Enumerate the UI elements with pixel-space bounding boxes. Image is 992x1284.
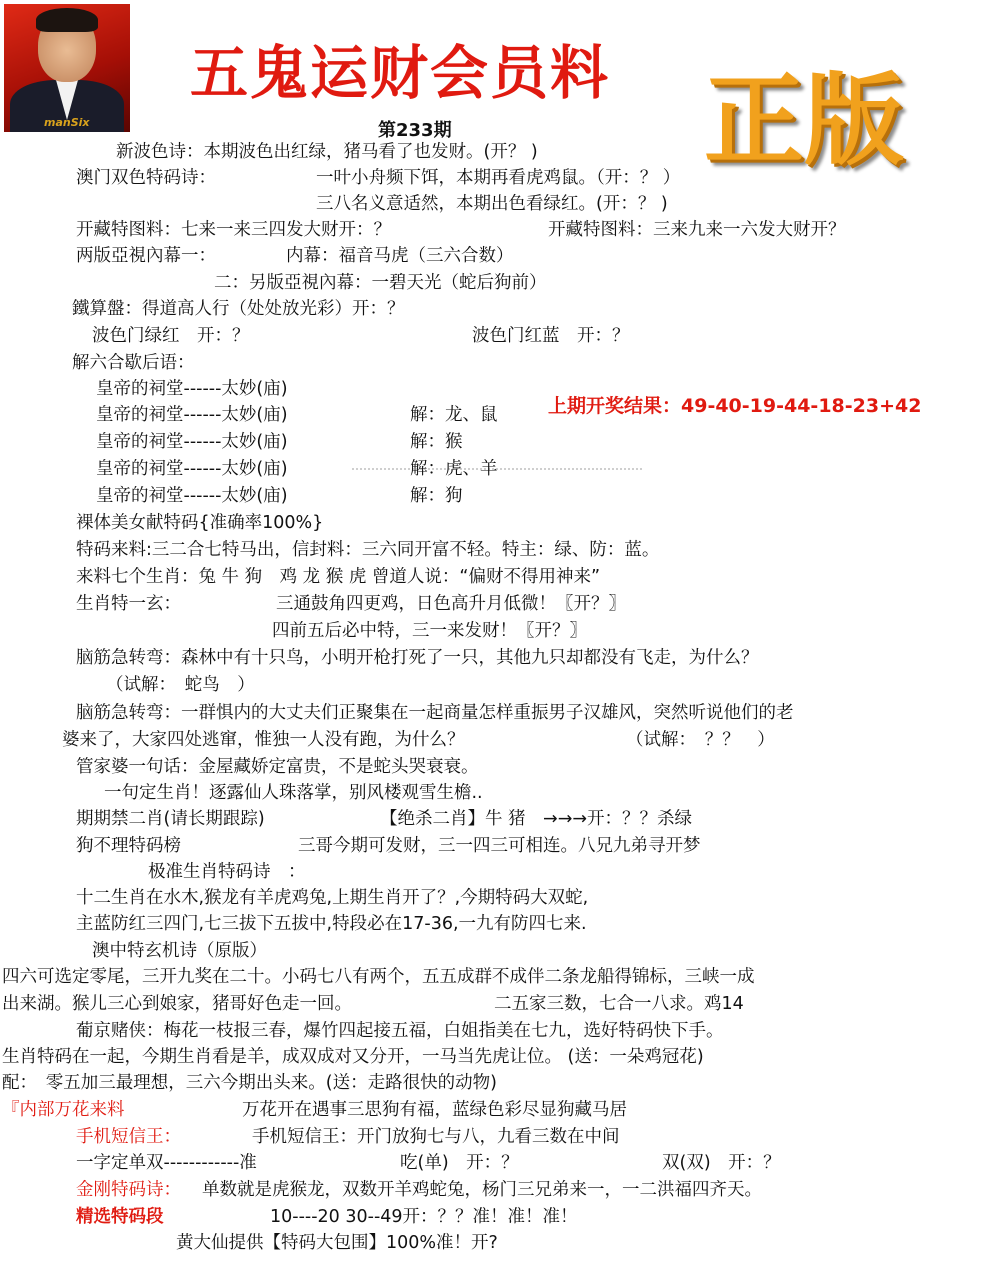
housekeeper-line: 管家婆一句话：金屋藏娇定富贵，不是蛇头哭衰衰。: [76, 757, 479, 777]
brain-teaser-2: 脑筋急转弯：一群惧内的大丈夫们正聚集在一起商量怎样重振男子汉雄风，突然听说他们的老: [76, 703, 794, 723]
mystic-poem-2: 出来湖。猴儿三心到娘家，猪哥好色走一回。: [2, 994, 352, 1014]
atv-insider-1: 内幕：福音马虎（三六合数）: [286, 246, 514, 266]
diamond-poem-detail: 单数就是虎猴龙，双数开羊鸡蛇兔，杨门三兄弟来一，一二洪福四齐天。: [202, 1180, 762, 1200]
brain-teaser-2-cont: 婆来了，大家四处逃窜，惟独一人没有跑，为什么？: [62, 730, 465, 750]
portrait-photo: [4, 4, 130, 132]
macau-poem-line2: 三八名义意适然，本期出色看绿红。(开：？ ): [316, 194, 668, 214]
riddle-line: 皇帝的祠堂------太妙(庙): [96, 486, 288, 506]
accurate-poem-heading: 极准生肖特码诗 ：: [148, 862, 306, 882]
issue-number: 第233期: [378, 120, 452, 141]
line-17: 来料七个生肖：兔 牛 狗 鸡 龙 猴 虎 曾道人说：“偏财不得用神来”: [76, 567, 601, 587]
page-title: 五鬼运财会员料: [190, 39, 611, 107]
macau-poem-line1: 一叶小舟频下饵，本期再看虎鸡鼠。（开：？ ）: [316, 168, 681, 188]
line-16: 特码来料:三二合七特马出，信封料：三六同开富不轻。特主：绿、防：蓝。: [76, 540, 660, 560]
goubuli-label: 狗不理特码榜: [76, 836, 181, 856]
line-15: 裸体美女献特码{准确率100%}: [76, 513, 324, 533]
riddle-heading: 解六合歇后语：: [72, 353, 195, 373]
riddle-line: 皇帝的祠堂------太妙(庙): [96, 379, 288, 399]
portrait-hair: [36, 8, 98, 32]
atv-insider-2: 二：另版亞視內幕：一碧天光（蛇后狗前）: [214, 273, 547, 293]
zodiac-mystery-2: 四前五后必中特，三一来发财！〖开？〗: [272, 621, 587, 641]
wong-tai-sin-line: 黄大仙提供【特码大包围】100%准！开?: [176, 1233, 498, 1253]
banned-two-detail: 【绝杀二肖】牛 猪 →→→开：？？杀绿: [380, 809, 693, 829]
macau-poem-label: 澳门双色特码诗：: [76, 168, 216, 188]
even-option: 双(双) 开：？: [662, 1153, 781, 1173]
last-result-label: 上期开奖结果：: [548, 395, 682, 417]
accurate-poem-1: 十二生肖在水木,猴龙有羊虎鸡兔,上期生肖开了？,今期特码大双蛇,: [76, 888, 589, 908]
mystic-poem-1: 四六可选定零尾，三开九奖在二十。小码七八有两个，五五成群不成伴二条龙船得锦标，三峡一成: [2, 967, 755, 987]
photo-watermark: manSix: [44, 116, 90, 129]
selected-range-detail: 10----20 30--49开：？？准！准！准！: [270, 1207, 578, 1227]
riddle-line: 皇帝的祠堂------太妙(庙): [96, 432, 288, 452]
brain-teaser-1: 脑筋急转弯：森林中有十只鸟，小明开枪打死了一只，其他九只却都没有飞走，为什么？: [76, 648, 759, 668]
iron-abacus: 鐵算盤：得道高人行（处处放光彩）开：？: [72, 299, 405, 319]
riddle-line: 皇帝的祠堂------太妙(庙): [96, 405, 288, 425]
wave-green-red: 波色门绿红 开：？: [92, 326, 250, 346]
atv-insider-label: 两版亞視內幕一：: [76, 246, 216, 266]
selected-range-label: 精选特码段: [76, 1207, 164, 1227]
inner-flowers-detail: 万花开在遇事三思狗有福，蓝绿色彩尽显狗藏马居: [242, 1100, 627, 1120]
diamond-poem-label: 金刚特码诗：: [76, 1180, 181, 1200]
banned-two-label: 期期禁二肖(请长期跟踪): [76, 809, 265, 829]
inner-flowers-label: 『内部万花来料: [2, 1100, 125, 1120]
riddle-answer: 解：虎、羊: [410, 459, 498, 479]
one-line-zodiac: 一句定生肖！逐露仙人珠落掌，别风楼观雪生檐..: [104, 783, 483, 803]
sms-king-label: 手机短信王：: [76, 1127, 181, 1147]
riddle-answer: 解：龙、鼠: [410, 405, 498, 425]
goubuli-detail: 三哥今期可发财，三一四三可相连。八兄九弟寻开梦: [298, 836, 701, 856]
wave-color-poem: 新波色诗：本期波色出红绿，猪马看了也发财。(开？ ): [116, 142, 538, 162]
last-result: [548, 395, 921, 418]
authentic-stamp: 正版: [704, 61, 904, 179]
zodiac-mystery-label: 生肖特一玄：: [76, 594, 181, 614]
pairing-line: 配： 零五加三最理想，三六今期出头来。(送：走路很快的动物): [2, 1073, 497, 1093]
odd-even-label: 一字定单双------------准: [76, 1153, 257, 1173]
last-result-numbers: 49-40-19-44-18-23+42: [681, 395, 922, 417]
hidden-picture-1: 开藏特图料：七来一来三四发大财开：？: [76, 220, 391, 240]
sms-king-detail: 手机短信王：开门放狗七与八，九看三数在中间: [252, 1127, 620, 1147]
brain-teaser-1-answer: （试解： 蛇鸟 ）: [106, 675, 255, 695]
riddle-answer: 解：猴: [410, 432, 463, 452]
hidden-picture-2: 开藏特图料：三来九来一六发大财开？: [548, 220, 846, 240]
accurate-poem-2: 主蓝防红三四门,七三拔下五拔中,特段必在17-36,一九有防四七来.: [76, 914, 587, 934]
wave-red-blue: 波色门红蓝 开：？: [472, 326, 630, 346]
odd-option: 吃(单) 开：？: [400, 1153, 519, 1173]
riddle-line: 皇帝的祠堂------太妙(庙): [96, 459, 288, 479]
lisboa-gambler: 葡京赌侠：梅花一枝报三春，爆竹四起接五福，白姐指美在七九，选好特码快下手。: [76, 1021, 724, 1041]
mystic-poem-heading: 澳中特玄机诗（原版）: [92, 941, 267, 961]
zodiac-together: 生肖特码在一起，今期生肖看是羊，成双成对又分开，一马当先虎让位。 (送：一朵鸡冠花): [2, 1047, 704, 1067]
zodiac-mystery-1: 三通鼓角四更鸡，日色高升月低微！〖开？〗: [276, 594, 626, 614]
brain-teaser-2-answer: （试解： ？？ ）: [626, 730, 775, 750]
riddle-answer: 解：狗: [410, 486, 463, 506]
mystic-poem-3: 二五家三数，七合一八求。鸡14: [494, 994, 744, 1014]
